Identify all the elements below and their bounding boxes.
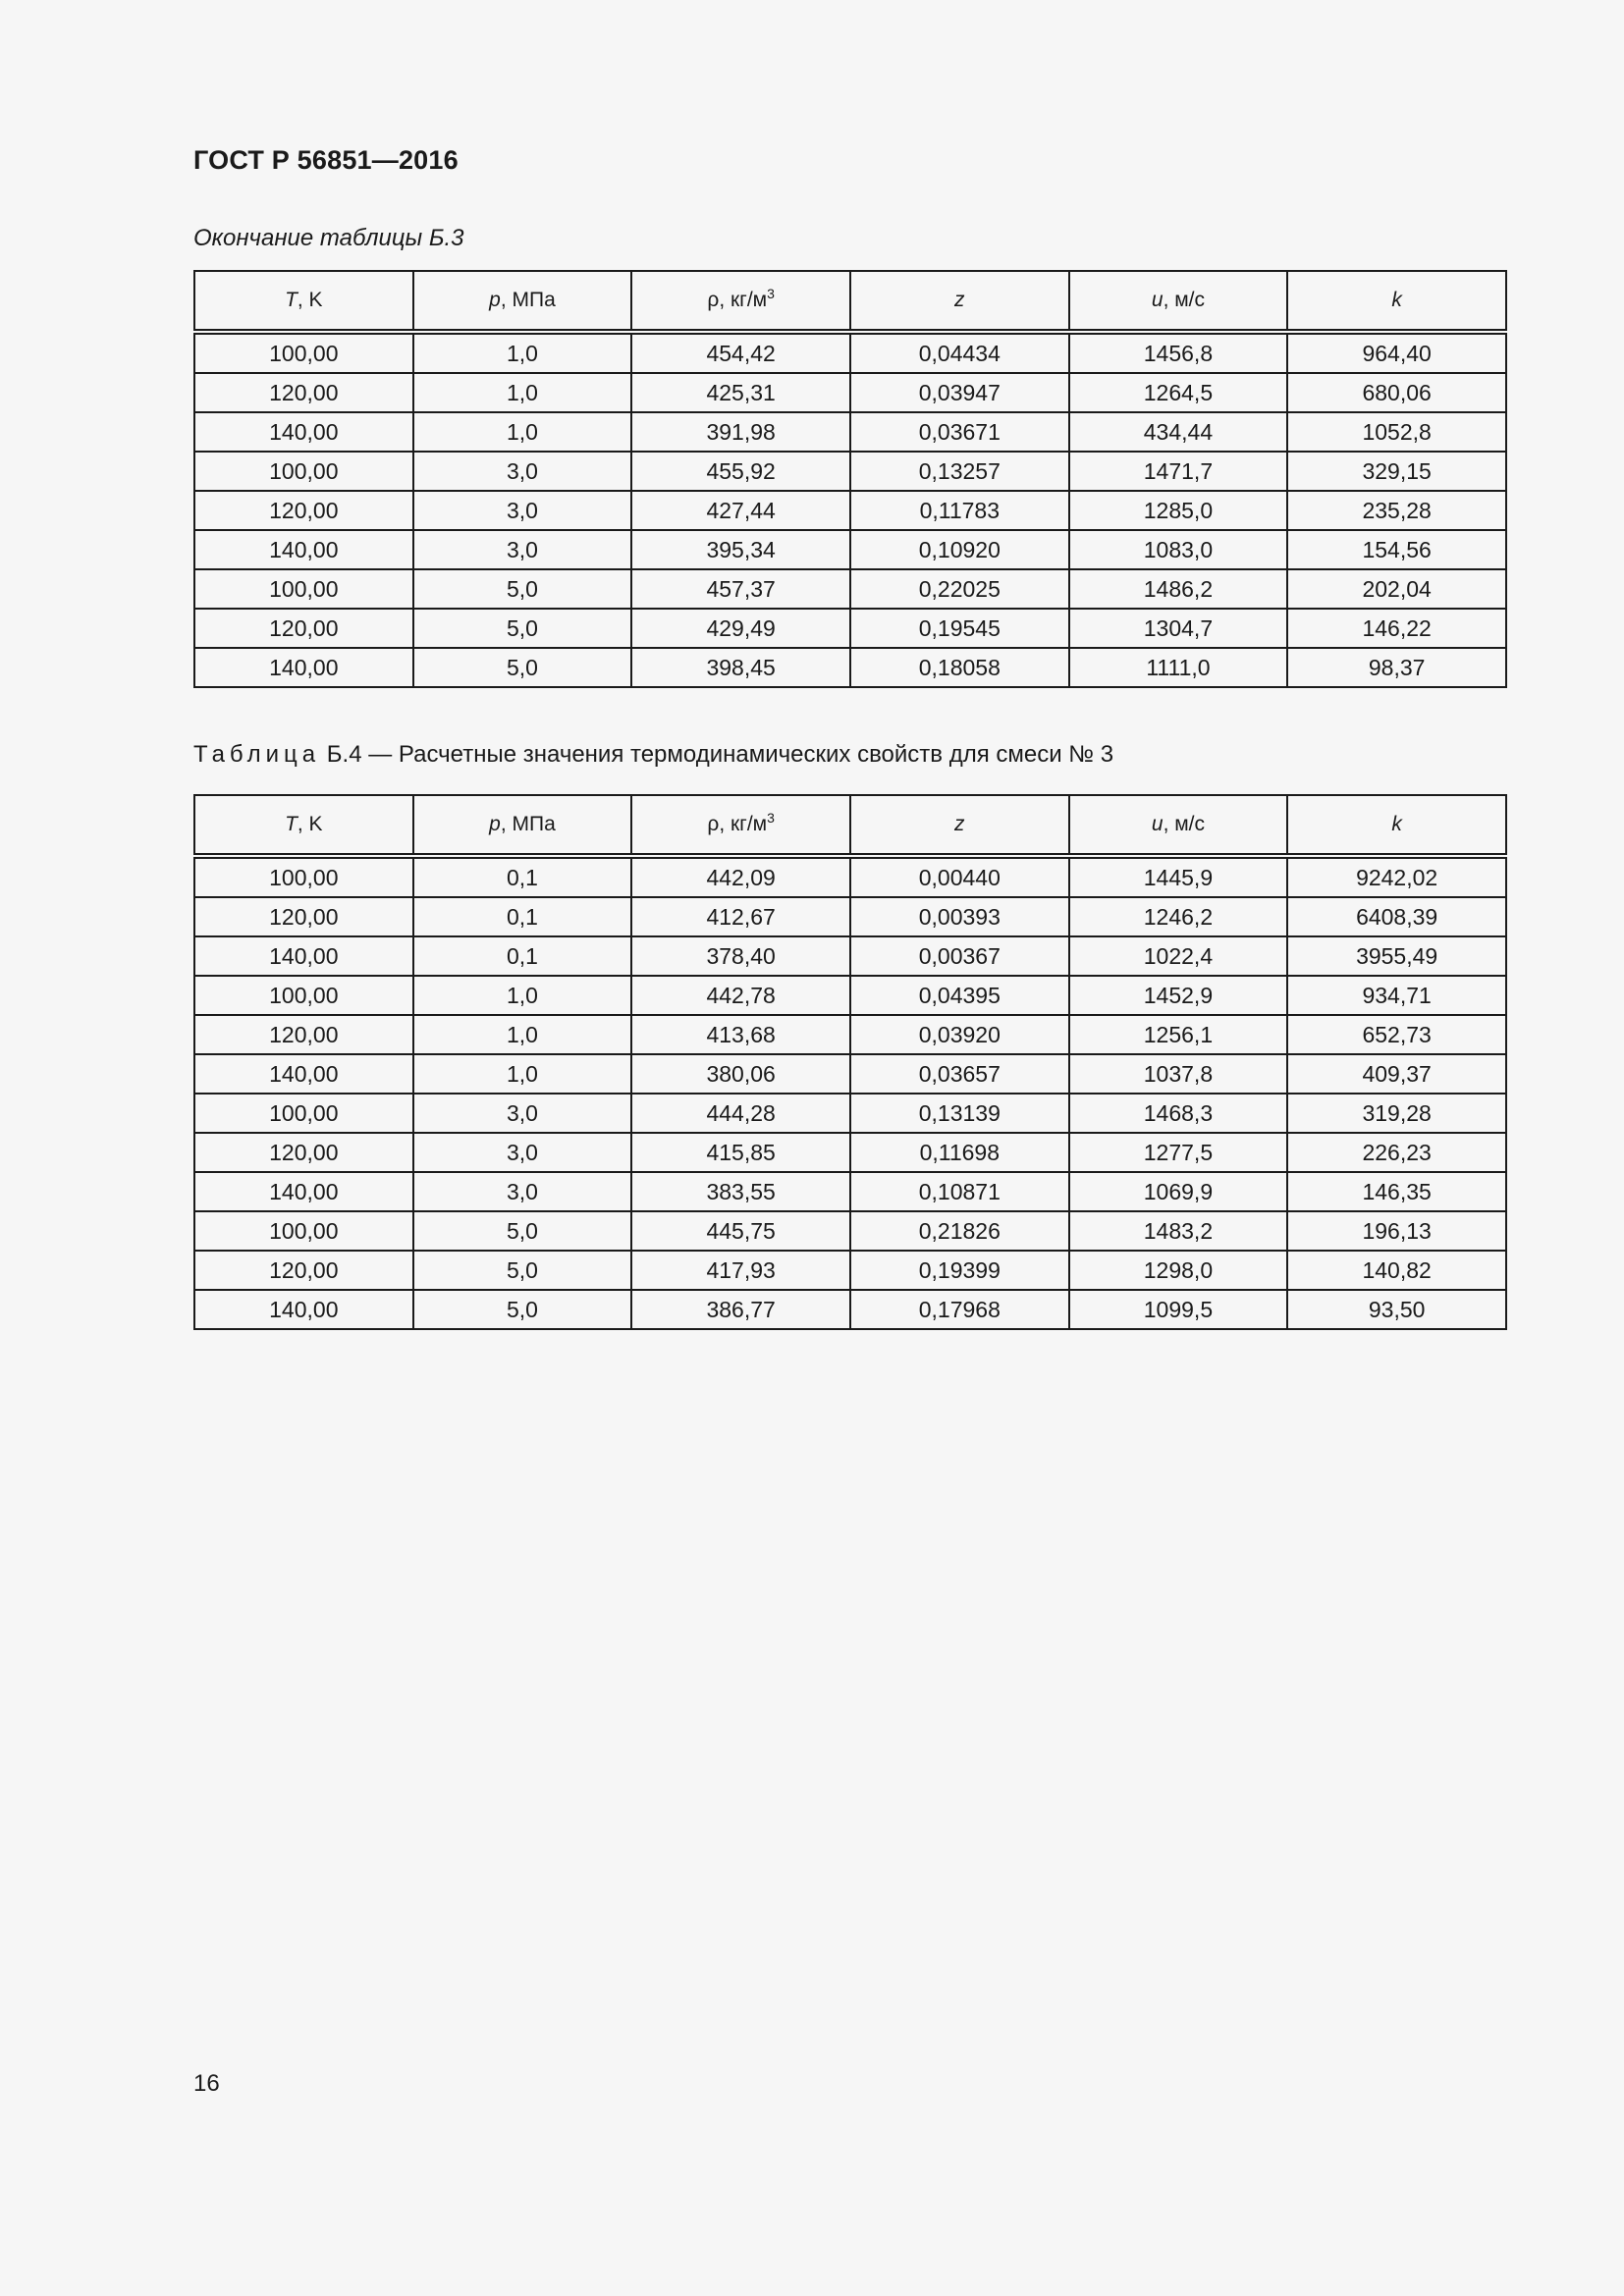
table-row bbox=[194, 1054, 1506, 1094]
table-cell: 1285,0 bbox=[1069, 491, 1288, 530]
table-cell: 5,0 bbox=[413, 609, 632, 648]
table-row bbox=[194, 530, 1506, 569]
table-cell: 202,04 bbox=[1287, 569, 1506, 609]
table-cell: 0,03671 bbox=[850, 412, 1069, 452]
table-cell: 398,45 bbox=[631, 648, 850, 687]
table-cell: 652,73 bbox=[1287, 1015, 1506, 1054]
table-cell: 3955,49 bbox=[1287, 936, 1506, 976]
table-cell: 6408,39 bbox=[1287, 897, 1506, 936]
table-cell: 9242,02 bbox=[1287, 856, 1506, 897]
page-number: 16 bbox=[193, 2070, 220, 2097]
table-cell: 1246,2 bbox=[1069, 897, 1288, 936]
table-cell: 1456,8 bbox=[1069, 332, 1288, 373]
table-cell: 120,00 bbox=[194, 491, 413, 530]
table-cell: 386,77 bbox=[631, 1290, 850, 1329]
table-row bbox=[194, 491, 1506, 530]
table-cell: 0,00367 bbox=[850, 936, 1069, 976]
table-cell: 93,50 bbox=[1287, 1290, 1506, 1329]
table-cell: 0,1 bbox=[413, 897, 632, 936]
table-cell: 1037,8 bbox=[1069, 1054, 1288, 1094]
table-cell: 329,15 bbox=[1287, 452, 1506, 491]
column-header-isentropic-exponent: k bbox=[1287, 795, 1506, 856]
table-cell: 434,44 bbox=[1069, 412, 1288, 452]
table-cell: 120,00 bbox=[194, 1015, 413, 1054]
table-cell: 0,04434 bbox=[850, 332, 1069, 373]
table-cell: 1,0 bbox=[413, 976, 632, 1015]
table-body bbox=[194, 856, 1506, 1329]
table-cell: 196,13 bbox=[1287, 1211, 1506, 1251]
table-cell: 1,0 bbox=[413, 412, 632, 452]
table-row bbox=[194, 452, 1506, 491]
table-cell: 3,0 bbox=[413, 491, 632, 530]
table-cell: 1,0 bbox=[413, 332, 632, 373]
table-cell: 0,19399 bbox=[850, 1251, 1069, 1290]
table-title: Б.4 — Расчетные значения термодинамических свойств для смеси № 3 bbox=[320, 741, 1114, 768]
table-label: Таблица bbox=[193, 741, 321, 768]
table-cell: 1,0 bbox=[413, 1054, 632, 1094]
table-cell: 1304,7 bbox=[1069, 609, 1288, 648]
table-cell: 395,34 bbox=[631, 530, 850, 569]
table-cell: 417,93 bbox=[631, 1251, 850, 1290]
table-cell: 425,31 bbox=[631, 373, 850, 412]
table-row bbox=[194, 897, 1506, 936]
column-header-pressure: p, МПа bbox=[413, 271, 632, 332]
table-cell: 1,0 bbox=[413, 373, 632, 412]
table-row bbox=[194, 1251, 1506, 1290]
table-row bbox=[194, 609, 1506, 648]
table-cell: 0,13139 bbox=[850, 1094, 1069, 1133]
table-cell: 454,42 bbox=[631, 332, 850, 373]
table-cell: 0,13257 bbox=[850, 452, 1069, 491]
table-row bbox=[194, 332, 1506, 373]
document-header: ГОСТ Р 56851—2016 bbox=[193, 145, 459, 175]
table-cell: 100,00 bbox=[194, 1211, 413, 1251]
table-cell: 146,35 bbox=[1287, 1172, 1506, 1211]
table-cell: 1022,4 bbox=[1069, 936, 1288, 976]
column-header-density: ρ, $кг/м^3$ bbox=[631, 271, 850, 332]
table-cell: 1099,5 bbox=[1069, 1290, 1288, 1329]
table-cell: 235,28 bbox=[1287, 491, 1506, 530]
table-cell: 429,49 bbox=[631, 609, 850, 648]
table-cell: 3,0 bbox=[413, 1133, 632, 1172]
table-cell: 1111,0 bbox=[1069, 648, 1288, 687]
table-cell: 100,00 bbox=[194, 569, 413, 609]
table-cell: 0,18058 bbox=[850, 648, 1069, 687]
table-row bbox=[194, 648, 1506, 687]
column-header-pressure: p, МПа bbox=[413, 795, 632, 856]
column-header-density: ρ, $кг/м^3$ bbox=[631, 795, 850, 856]
table-cell: 964,40 bbox=[1287, 332, 1506, 373]
table-cell: 3,0 bbox=[413, 1094, 632, 1133]
table-cell: 1445,9 bbox=[1069, 856, 1288, 897]
table-cell: 0,11698 bbox=[850, 1133, 1069, 1172]
table-cell: 120,00 bbox=[194, 1133, 413, 1172]
table-cell: 391,98 bbox=[631, 412, 850, 452]
column-header-isentropic-exponent: k bbox=[1287, 271, 1506, 332]
table-b3-end bbox=[193, 270, 1507, 688]
table-row bbox=[194, 412, 1506, 452]
table-cell: 1,0 bbox=[413, 1015, 632, 1054]
table-cell: 140,00 bbox=[194, 648, 413, 687]
table-cell: 100,00 bbox=[194, 452, 413, 491]
table-header-row bbox=[194, 271, 1506, 332]
table-cell: 140,00 bbox=[194, 1054, 413, 1094]
table-cell: 383,55 bbox=[631, 1172, 850, 1211]
table-row bbox=[194, 569, 1506, 609]
table-cell: 140,00 bbox=[194, 1172, 413, 1211]
table-b3-continuation-caption: Окончание таблицы Б.3 bbox=[193, 225, 464, 251]
table-cell: 380,06 bbox=[631, 1054, 850, 1094]
table-cell: 3,0 bbox=[413, 1172, 632, 1211]
table-row bbox=[194, 373, 1506, 412]
table-cell: 412,67 bbox=[631, 897, 850, 936]
table-b4-caption bbox=[193, 741, 1113, 769]
table-cell: 100,00 bbox=[194, 856, 413, 897]
table-cell: 442,09 bbox=[631, 856, 850, 897]
table-row bbox=[194, 1211, 1506, 1251]
table-row bbox=[194, 936, 1506, 976]
table-b4 bbox=[193, 794, 1507, 1330]
table-cell: 445,75 bbox=[631, 1211, 850, 1251]
table-cell: 0,10920 bbox=[850, 530, 1069, 569]
table-row bbox=[194, 1290, 1506, 1329]
table-cell: 0,03920 bbox=[850, 1015, 1069, 1054]
column-header-speed-of-sound: u, м/с bbox=[1069, 795, 1288, 856]
table-cell: 100,00 bbox=[194, 332, 413, 373]
table-cell: 0,00393 bbox=[850, 897, 1069, 936]
table-row bbox=[194, 1094, 1506, 1133]
table-cell: 444,28 bbox=[631, 1094, 850, 1133]
table-cell: 5,0 bbox=[413, 1211, 632, 1251]
table-cell: 1052,8 bbox=[1287, 412, 1506, 452]
table-cell: 3,0 bbox=[413, 452, 632, 491]
table-cell: 98,37 bbox=[1287, 648, 1506, 687]
table-cell: 0,10871 bbox=[850, 1172, 1069, 1211]
table-cell: 0,17968 bbox=[850, 1290, 1069, 1329]
table-cell: 0,22025 bbox=[850, 569, 1069, 609]
table-cell: 1471,7 bbox=[1069, 452, 1288, 491]
table-cell: 154,56 bbox=[1287, 530, 1506, 569]
table-cell: 0,11783 bbox=[850, 491, 1069, 530]
table-cell: 1264,5 bbox=[1069, 373, 1288, 412]
table-row bbox=[194, 856, 1506, 897]
table-cell: 934,71 bbox=[1287, 976, 1506, 1015]
table-cell: 3,0 bbox=[413, 530, 632, 569]
table-cell: 0,03657 bbox=[850, 1054, 1069, 1094]
column-header-speed-of-sound: u, м/с bbox=[1069, 271, 1288, 332]
table-cell: 120,00 bbox=[194, 1251, 413, 1290]
table-cell: 680,06 bbox=[1287, 373, 1506, 412]
table-cell: 1468,3 bbox=[1069, 1094, 1288, 1133]
table-cell: 0,1 bbox=[413, 936, 632, 976]
table-cell: 226,23 bbox=[1287, 1133, 1506, 1172]
column-header-temperature: T, K bbox=[194, 271, 413, 332]
table-row bbox=[194, 976, 1506, 1015]
table-cell: 5,0 bbox=[413, 1290, 632, 1329]
table-cell: 455,92 bbox=[631, 452, 850, 491]
table-cell: 120,00 bbox=[194, 897, 413, 936]
column-header-compressibility: z bbox=[850, 795, 1069, 856]
table-cell: 5,0 bbox=[413, 569, 632, 609]
table-cell: 1069,9 bbox=[1069, 1172, 1288, 1211]
table-cell: 120,00 bbox=[194, 609, 413, 648]
table-row bbox=[194, 1172, 1506, 1211]
table-cell: 409,37 bbox=[1287, 1054, 1506, 1094]
table-cell: 0,03947 bbox=[850, 373, 1069, 412]
table-cell: 140,00 bbox=[194, 1290, 413, 1329]
table-cell: 120,00 bbox=[194, 373, 413, 412]
table-cell: 1298,0 bbox=[1069, 1251, 1288, 1290]
table-cell: 1483,2 bbox=[1069, 1211, 1288, 1251]
table-cell: 0,1 bbox=[413, 856, 632, 897]
table-cell: 100,00 bbox=[194, 1094, 413, 1133]
table-cell: 0,04395 bbox=[850, 976, 1069, 1015]
table-cell: 140,00 bbox=[194, 530, 413, 569]
table-body bbox=[194, 332, 1506, 687]
table-cell: 415,85 bbox=[631, 1133, 850, 1172]
table-cell: 140,00 bbox=[194, 412, 413, 452]
column-header-temperature: T, K bbox=[194, 795, 413, 856]
table-cell: 5,0 bbox=[413, 648, 632, 687]
table-cell: 1083,0 bbox=[1069, 530, 1288, 569]
table-cell: 378,40 bbox=[631, 936, 850, 976]
table-cell: 100,00 bbox=[194, 976, 413, 1015]
table-cell: 1277,5 bbox=[1069, 1133, 1288, 1172]
table-cell: 457,37 bbox=[631, 569, 850, 609]
table-header-row bbox=[194, 795, 1506, 856]
table-row bbox=[194, 1133, 1506, 1172]
table-cell: 140,00 bbox=[194, 936, 413, 976]
table-cell: 427,44 bbox=[631, 491, 850, 530]
table-cell: 0,00440 bbox=[850, 856, 1069, 897]
table-cell: 0,19545 bbox=[850, 609, 1069, 648]
table-row bbox=[194, 1015, 1506, 1054]
table-cell: 146,22 bbox=[1287, 609, 1506, 648]
table-cell: 1256,1 bbox=[1069, 1015, 1288, 1054]
table-cell: 1452,9 bbox=[1069, 976, 1288, 1015]
table-cell: 0,21826 bbox=[850, 1211, 1069, 1251]
table-cell: 140,82 bbox=[1287, 1251, 1506, 1290]
column-header-compressibility: z bbox=[850, 271, 1069, 332]
table-cell: 442,78 bbox=[631, 976, 850, 1015]
table-cell: 413,68 bbox=[631, 1015, 850, 1054]
table-cell: 319,28 bbox=[1287, 1094, 1506, 1133]
table-cell: 5,0 bbox=[413, 1251, 632, 1290]
table-cell: 1486,2 bbox=[1069, 569, 1288, 609]
